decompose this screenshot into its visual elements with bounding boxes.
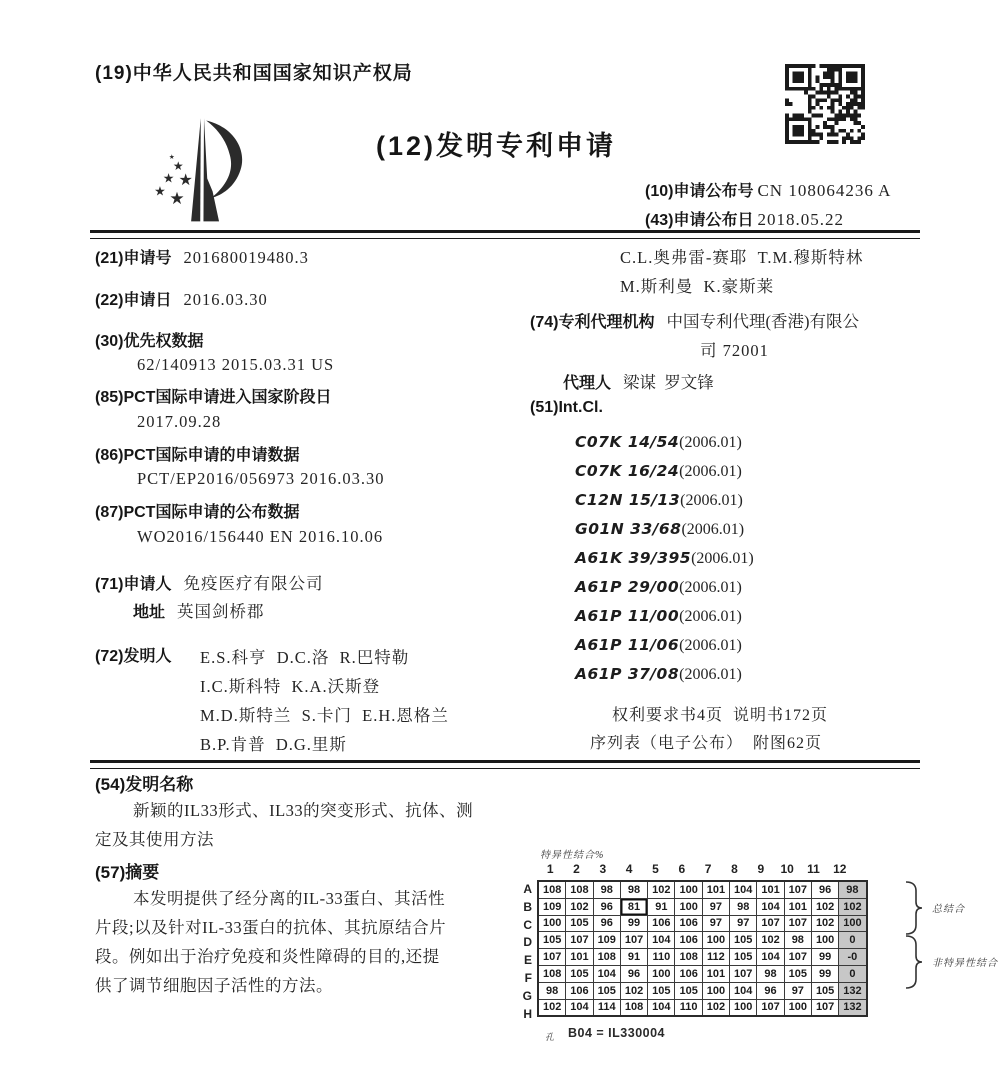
plate-cell: 100 xyxy=(675,881,702,898)
inventors-lines-line: I.C.斯科特 K.A.沃斯登 xyxy=(200,677,381,696)
plate-cell: 109 xyxy=(593,932,620,949)
plate-column-header: 5 xyxy=(652,862,659,876)
plate-row xyxy=(538,915,867,932)
plate-cell: 91 xyxy=(620,949,647,966)
issuing-office: (19)中华人民共和国国家知识产权局 xyxy=(95,63,413,84)
plate-cell: 106 xyxy=(675,965,702,982)
plate-cell: 107 xyxy=(784,949,811,966)
address-label: 地址 xyxy=(133,604,166,621)
plate-cell: 98 xyxy=(593,881,620,898)
plate-cell: 97 xyxy=(702,915,729,932)
pages-summary-line2: 序列表（电子公布） 附图62页 xyxy=(590,735,823,752)
plate-cell: 102 xyxy=(538,999,566,1016)
publication-date-label: (43)申请公布日 xyxy=(645,212,754,229)
inventors-label xyxy=(95,643,179,666)
inventors-lines-line: B.P.肯普 D.G.里斯 xyxy=(200,735,347,754)
plate-cell: 100 xyxy=(675,898,702,915)
intcl-entry: A61K 39/395(2006.01) xyxy=(575,549,754,567)
figure-caption-well-char: 孔 xyxy=(545,1032,555,1042)
svg-text:★: ★ xyxy=(172,158,184,173)
plate-cell: 96 xyxy=(757,982,784,999)
plate-row-header: H xyxy=(523,1006,532,1021)
plate-cell: 104 xyxy=(730,881,757,898)
plate-cell: 107 xyxy=(538,949,566,966)
plate-column-header: 3 xyxy=(599,862,607,876)
plate-cell: 100 xyxy=(538,915,566,932)
plate-cell: 105 xyxy=(730,949,757,966)
applicant-row xyxy=(95,570,323,594)
section-divider xyxy=(90,760,920,769)
plate-row-header: C xyxy=(523,917,532,932)
inventors-continued xyxy=(620,243,863,301)
invention-title-label: (54)发明名称 xyxy=(95,775,194,794)
plate-cell: 97 xyxy=(784,982,811,999)
application-number-label: (21)申请号 xyxy=(95,250,172,267)
document-type-title: (12)发明专利申请 xyxy=(376,131,617,161)
plate-cell: 99 xyxy=(811,965,838,982)
agent-label: 代理人 xyxy=(563,375,612,392)
application-number-row xyxy=(95,245,309,268)
plate-row-header: G xyxy=(522,988,532,1003)
plate-cell: 104 xyxy=(730,982,757,999)
plate-cell: 100 xyxy=(702,932,729,949)
plate-cell: 107 xyxy=(784,881,811,898)
plate-cell: 101 xyxy=(702,881,729,898)
intcl-entry: A61P 11/06(2006.01) xyxy=(575,636,742,654)
application-number-value: 201680019480.3 xyxy=(183,248,309,267)
plate-cell: 98 xyxy=(839,881,867,898)
svg-text:★: ★ xyxy=(154,184,166,199)
publication-number-value: CN 108064236 A xyxy=(757,181,892,200)
plate-column-headers xyxy=(537,862,853,876)
pct-app-label: (86)PCT国际申请的申请数据 xyxy=(95,447,300,464)
intcl-list xyxy=(575,428,754,689)
pct-application-data-label xyxy=(95,442,307,465)
pct-application-data-value: PCT/EP2016/056973 2016.03.30 xyxy=(137,469,385,488)
plate-cell: 105 xyxy=(648,982,675,999)
plate-cell: 102 xyxy=(839,898,867,915)
plate-cell: 98 xyxy=(620,881,647,898)
agent-row xyxy=(563,369,714,393)
plate-cell: 91 xyxy=(648,898,675,915)
plate-cell: 109 xyxy=(538,898,566,915)
plate-cell: 104 xyxy=(648,999,675,1016)
intcl-entry: C07K 14/54(2006.01) xyxy=(575,433,742,451)
plate-cell: 102 xyxy=(811,898,838,915)
plate-column-header: 10 xyxy=(780,862,794,876)
plate-column-header: 8 xyxy=(731,862,738,876)
application-date-label: (22)申请日 xyxy=(95,292,172,309)
priority-data-value: 62/140913 2015.03.31 US xyxy=(137,355,335,374)
inventors-list xyxy=(200,643,449,759)
inventors-cont-line: M.斯利曼 K.豪斯莱 xyxy=(620,277,775,296)
publication-date-value: 2018.05.22 xyxy=(757,210,844,229)
plate-cell: 102 xyxy=(648,881,675,898)
plate-cell: 106 xyxy=(675,915,702,932)
header-divider xyxy=(90,230,920,239)
plate-cell: 104 xyxy=(648,932,675,949)
plate-cell: 105 xyxy=(538,932,566,949)
inventors-cont-line: C.L.奥弗雷-赛耶 T.M.穆斯特林 xyxy=(620,248,864,267)
pct-national-stage-label xyxy=(95,384,339,407)
plate-column-header: 11 xyxy=(807,862,820,876)
plate-cell: 98 xyxy=(538,982,566,999)
abstract-lines-line: 段。例如出于治疗免疫和炎性障碍的目的,还提 xyxy=(95,947,440,966)
plate-cell: 96 xyxy=(593,898,620,915)
plate-cell: 110 xyxy=(675,999,702,1016)
plate-cell: 105 xyxy=(675,982,702,999)
plate-cell: 108 xyxy=(538,965,566,982)
plate-row-headers xyxy=(520,881,532,1023)
plate-cell: 98 xyxy=(757,965,784,982)
plate-cell: 100 xyxy=(784,999,811,1016)
intcl-label-text: (51)Int.Cl. xyxy=(530,399,603,416)
intcl-entry: C12N 15/13(2006.01) xyxy=(575,491,743,509)
total-binding-brace xyxy=(904,881,924,935)
plate-cell: 107 xyxy=(784,915,811,932)
plate-cell: 112 xyxy=(702,949,729,966)
abstract-lines-line: 本发明提供了经分离的IL-33蛋白、其活性 xyxy=(133,889,446,908)
abstract-label: (57)摘要 xyxy=(95,863,160,882)
plate-cell: 107 xyxy=(730,965,757,982)
plate-cell: 100 xyxy=(702,982,729,999)
pct-pub-label: (87)PCT国际申请的公布数据 xyxy=(95,504,300,521)
plate-cell: 98 xyxy=(730,898,757,915)
plate-cell: 110 xyxy=(648,949,675,966)
plate-row-header: A xyxy=(523,882,532,896)
plate-grid xyxy=(537,880,868,1017)
plate-cell: 96 xyxy=(811,881,838,898)
intcl-entry: G01N 33/68(2006.01) xyxy=(575,520,745,538)
plate-column-header: 1 xyxy=(546,862,554,876)
agency-label: (74)专利代理机构 xyxy=(530,314,655,331)
plate-cell: 106 xyxy=(648,915,675,932)
priority-data-label xyxy=(95,328,211,351)
plate-cell: 98 xyxy=(784,932,811,949)
inventors-lines-line: E.S.科亨 D.C.洛 R.巴特勒 xyxy=(200,648,410,667)
intcl-entry: A61P 37/08(2006.01) xyxy=(575,665,742,683)
total-binding-label: 总结合 xyxy=(932,904,965,915)
publication-number-row xyxy=(645,178,891,201)
agency-row xyxy=(530,308,859,332)
plate-cell: 105 xyxy=(730,932,757,949)
plate-cell: 101 xyxy=(566,949,593,966)
agency-name-line1: 中国专利代理(香港)有限公 xyxy=(666,312,859,331)
plate-row-header: D xyxy=(523,935,532,950)
priority-label: (30)优先权数据 xyxy=(95,333,204,350)
plate-column-header: 2 xyxy=(573,862,580,876)
plate-grid-body xyxy=(538,881,867,1016)
plate-cell: 100 xyxy=(839,915,867,932)
plate-cell: 102 xyxy=(811,915,838,932)
plate-cell: 0 xyxy=(839,965,867,982)
applicant-value: 免疫医疗有限公司 xyxy=(183,574,324,593)
intcl-entry: C07K 16/24(2006.01) xyxy=(575,462,742,480)
plate-cell: 106 xyxy=(566,982,593,999)
plate-cell: 100 xyxy=(811,932,838,949)
intcl-label xyxy=(530,399,611,417)
plate-cell: 0 xyxy=(839,932,867,949)
plate-cell: 99 xyxy=(620,915,647,932)
address-row xyxy=(133,598,265,622)
invention-title xyxy=(95,796,545,854)
qr-code xyxy=(785,64,865,144)
plate-cell: 108 xyxy=(620,999,647,1016)
plate-cell: 105 xyxy=(566,965,593,982)
plate-cell: 101 xyxy=(702,965,729,982)
plate-cell: 100 xyxy=(730,999,757,1016)
plate-column-header: 4 xyxy=(625,862,633,876)
agency-name-line2: 司 72001 xyxy=(700,341,769,360)
plate-cell: 105 xyxy=(784,965,811,982)
plate-cell: 102 xyxy=(620,982,647,999)
plate-cell: 108 xyxy=(566,881,593,898)
plate-row xyxy=(538,965,867,982)
plate-cell: 107 xyxy=(757,915,784,932)
plate-row xyxy=(538,999,867,1016)
plate-cell: 101 xyxy=(784,898,811,915)
plate-cell: -0 xyxy=(839,949,867,966)
plate-cell: 105 xyxy=(593,982,620,999)
plate-row-header: B xyxy=(523,899,532,914)
plate-column-header: 12 xyxy=(833,862,847,876)
plate-column-header: 7 xyxy=(704,862,712,876)
plate-cell: 99 xyxy=(811,949,838,966)
plate-cell: 81 xyxy=(620,898,647,915)
inventors-label-text: (72)发明人 xyxy=(95,648,172,665)
svg-text:★: ★ xyxy=(168,154,175,162)
plate-cell: 102 xyxy=(757,932,784,949)
cnipa-logo-icon xyxy=(150,114,258,230)
plate-cell: 107 xyxy=(620,932,647,949)
plate-cell: 114 xyxy=(593,999,620,1016)
plate-row xyxy=(538,898,867,915)
svg-text:★: ★ xyxy=(162,171,175,186)
plate-cell: 100 xyxy=(648,965,675,982)
plate-column-header: 6 xyxy=(678,862,686,876)
figure-axis-label: 特异性结合% xyxy=(540,850,605,861)
plate-row xyxy=(538,932,867,949)
plate-column-header: 9 xyxy=(757,862,765,876)
plate-cell: 107 xyxy=(811,999,838,1016)
plate-cell: 105 xyxy=(811,982,838,999)
plate-cell: 108 xyxy=(593,949,620,966)
plate-cell: 104 xyxy=(566,999,593,1016)
nonspecific-binding-brace xyxy=(904,935,924,989)
plate-cell: 102 xyxy=(566,898,593,915)
svg-text:★: ★ xyxy=(178,171,193,189)
pages-summary-line1: 权利要求书4页 说明书172页 xyxy=(612,707,829,724)
title-lines-line: 新颖的IL33形式、IL33的突变形式、抗体、测 xyxy=(133,801,474,820)
pct-national-label: (85)PCT国际申请进入国家阶段日 xyxy=(95,389,332,406)
application-date-row xyxy=(95,287,268,310)
plate-cell: 107 xyxy=(566,932,593,949)
address-value: 英国剑桥郡 xyxy=(177,602,265,621)
publication-date-row xyxy=(645,207,844,230)
agent-names: 梁谋 罗文锋 xyxy=(623,373,714,392)
abstract-lines-line: 片段;以及针对IL-33蛋白的抗体、其抗原结合片 xyxy=(95,918,447,937)
plate-cell: 132 xyxy=(839,999,867,1016)
abstract-text xyxy=(95,884,555,1000)
plate-cell: 96 xyxy=(593,915,620,932)
plate-cell: 132 xyxy=(839,982,867,999)
plate-cell: 107 xyxy=(757,999,784,1016)
publication-number-label: (10)申请公布号 xyxy=(645,183,754,200)
plate-cell: 101 xyxy=(757,881,784,898)
plate-row-header: F xyxy=(524,970,532,985)
qr-code-image xyxy=(785,64,865,144)
plate-cell: 104 xyxy=(593,965,620,982)
plate-row xyxy=(538,982,867,999)
intcl-entry: A61P 11/00(2006.01) xyxy=(575,607,742,625)
pct-publication-data-label xyxy=(95,499,307,522)
title-lines-line: 定及其使用方法 xyxy=(95,830,214,849)
plate-cell: 104 xyxy=(757,898,784,915)
figure-caption: B04 = IL330004 xyxy=(568,1026,665,1040)
pct-publication-data-value: WO2016/156440 EN 2016.10.06 xyxy=(137,527,384,546)
abstract-lines-line: 供了调节细胞因子活性的方法。 xyxy=(95,976,333,995)
plate-row-header: E xyxy=(523,953,532,968)
plate-cell: 96 xyxy=(620,965,647,982)
inventors-lines-line: M.D.斯特兰 S.卡门 E.H.恩格兰 xyxy=(200,706,449,725)
plate-cell: 104 xyxy=(757,949,784,966)
plate-row xyxy=(538,881,867,898)
application-date-value: 2016.03.30 xyxy=(183,290,268,309)
svg-text:★: ★ xyxy=(169,189,185,209)
nonspecific-binding-label: 非特异性结合 xyxy=(932,958,998,969)
plate-cell: 97 xyxy=(702,898,729,915)
plate-cell: 97 xyxy=(730,915,757,932)
plate-cell: 106 xyxy=(675,932,702,949)
plate-cell: 105 xyxy=(566,915,593,932)
plate-cell: 102 xyxy=(702,999,729,1016)
plate-cell: 108 xyxy=(675,949,702,966)
plate-row xyxy=(538,949,867,966)
applicant-label: (71)申请人 xyxy=(95,576,172,593)
pct-national-stage-date: 2017.09.28 xyxy=(137,412,222,431)
plate-cell: 108 xyxy=(538,881,566,898)
intcl-entry: A61P 29/00(2006.01) xyxy=(575,578,742,596)
